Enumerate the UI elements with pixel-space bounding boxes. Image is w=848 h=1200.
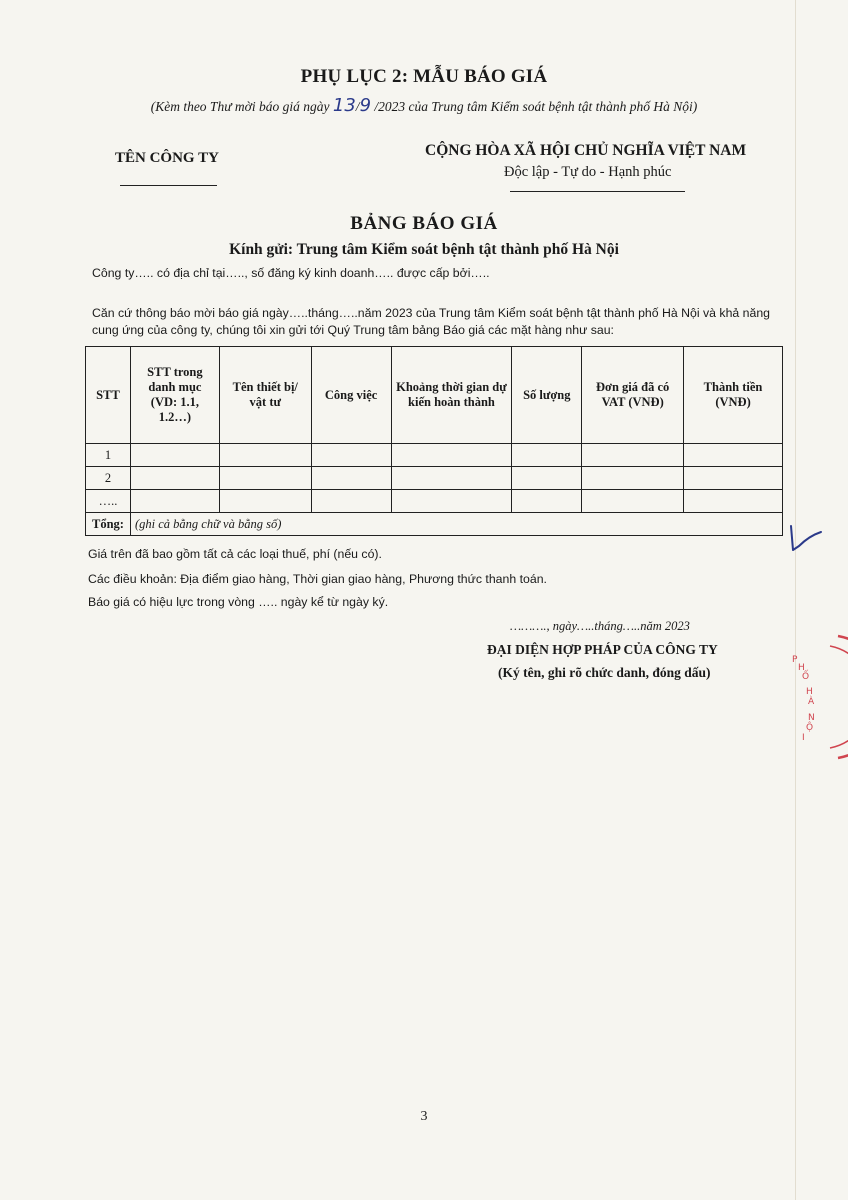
table-cell[interactable]: [582, 444, 684, 467]
recipient-line: Kính gửi: Trung tâm Kiểm soát bệnh tật thành phố Hà Nội: [229, 241, 619, 258]
note-validity: Báo giá có hiệu lực trong vòng ….. ngày kể từ ngày ký.: [88, 595, 389, 609]
header-unit-price: Đơn giá đã có VAT (VNĐ): [582, 347, 684, 444]
basis-paragraph: Căn cứ thông báo mời báo giá ngày…..tháng…..năm 2023 của Trung tâm Kiểm soát bệnh tật thành phố Hà Nội và khả năng cung ứng của công ty, chúng tôi xin gửi tới Quý Trung tâm bảng Báo giá các mặt hàng như sau:: [92, 306, 771, 337]
table-cell[interactable]: [130, 490, 219, 513]
subtitle-suffix: /2023 của Trung tâm Kiểm soát bệnh tật thành phố Hà Nội): [371, 99, 698, 114]
svg-text:Ộ: Ộ: [806, 723, 814, 733]
header-task: Công việc: [311, 347, 391, 444]
table-cell[interactable]: [512, 444, 582, 467]
table-cell[interactable]: [391, 490, 512, 513]
table-row: [86, 444, 783, 467]
national-heading: CỘNG HÒA XÃ HỘI CHỦ NGHĨA VIỆT NAM: [425, 142, 747, 159]
table-cell[interactable]: [219, 490, 311, 513]
subtitle-prefix: (Kèm theo Thư mời báo giá ngày: [150, 99, 333, 114]
note-taxes: Giá trên đã bao gồm tất cả các loại thuế, phí (nếu có).: [88, 547, 382, 561]
table-cell[interactable]: [512, 490, 582, 513]
page-edge: [795, 0, 796, 1200]
table-cell[interactable]: [684, 467, 783, 490]
handwritten-day: 13: [332, 95, 356, 116]
red-seal-stamp-icon: [770, 632, 848, 762]
table-cell[interactable]: [311, 467, 391, 490]
row-index: 2: [86, 467, 131, 490]
company-name-label: TÊN CÔNG TY: [115, 150, 219, 166]
signature-instruction: (Ký tên, ghi rõ chức danh, đóng dấu): [498, 665, 711, 680]
table-cell[interactable]: [311, 490, 391, 513]
svg-text:N: N: [808, 713, 815, 723]
company-intro: Công ty….. có địa chỉ tại….., số đăng ký kinh doanh….. được cấp bởi…..: [92, 266, 490, 280]
total-label: Tổng:: [86, 513, 131, 536]
table-cell[interactable]: [311, 444, 391, 467]
table-header-row: [86, 347, 783, 444]
table-cell[interactable]: [219, 467, 311, 490]
table-row: [86, 490, 783, 513]
appendix-subtitle: [0, 95, 848, 116]
table-cell[interactable]: [684, 444, 783, 467]
legal-representative: ĐẠI DIỆN HỢP PHÁP CỦA CÔNG TY: [487, 642, 718, 657]
row-index: 1: [86, 444, 131, 467]
header-amount: Thành tiền (VNĐ): [684, 347, 783, 444]
svg-text:À: À: [808, 697, 815, 707]
appendix-title: PHỤ LỤC 2: MẪU BÁO GIÁ: [300, 66, 548, 87]
quotation-table: [85, 346, 783, 536]
signature-date-line: ………., ngày…..tháng…..năm 2023: [510, 619, 690, 633]
total-row: [86, 513, 783, 536]
table-row: [86, 467, 783, 490]
note-terms: Các điều khoản: Địa điểm giao hàng, Thời gian giao hàng, Phương thức thanh toán.: [88, 572, 547, 586]
table-cell[interactable]: [391, 444, 512, 467]
svg-text:H: H: [806, 687, 813, 697]
table-cell[interactable]: [512, 467, 582, 490]
row-index: …..: [86, 490, 131, 513]
motto-underline: [510, 191, 685, 192]
table-cell[interactable]: [684, 490, 783, 513]
total-note: (ghi cả bằng chữ và bằng số): [130, 513, 782, 536]
table-cell[interactable]: [130, 467, 219, 490]
table-cell[interactable]: [130, 444, 219, 467]
header-quantity: Số lượng: [512, 347, 582, 444]
header-stt: STT: [86, 347, 131, 444]
handwritten-month: 9: [359, 95, 372, 116]
svg-text:I: I: [802, 733, 805, 743]
header-duration: Khoảng thời gian dự kiến hoàn thành: [391, 347, 512, 444]
table-cell[interactable]: [582, 467, 684, 490]
header-catalog-stt: STT trong danh mục (VD: 1.1, 1.2…): [130, 347, 219, 444]
table-cell[interactable]: [582, 490, 684, 513]
header-item-name: Tên thiết bị/ vật tư: [219, 347, 311, 444]
national-motto: Độc lập - Tự do - Hạnh phúc: [504, 164, 672, 180]
page-number: 3: [420, 1109, 428, 1124]
date-separator: /: [355, 99, 360, 114]
company-underline: [120, 185, 217, 186]
handwritten-check-mark-icon: [785, 520, 825, 560]
table-cell[interactable]: [391, 467, 512, 490]
svg-text:Ố: Ố: [802, 672, 810, 682]
svg-text:P: P: [792, 655, 798, 665]
svg-text:H: H: [798, 663, 805, 673]
document-title: BẢNG BÁO GIÁ: [350, 213, 498, 234]
table-cell[interactable]: [219, 444, 311, 467]
